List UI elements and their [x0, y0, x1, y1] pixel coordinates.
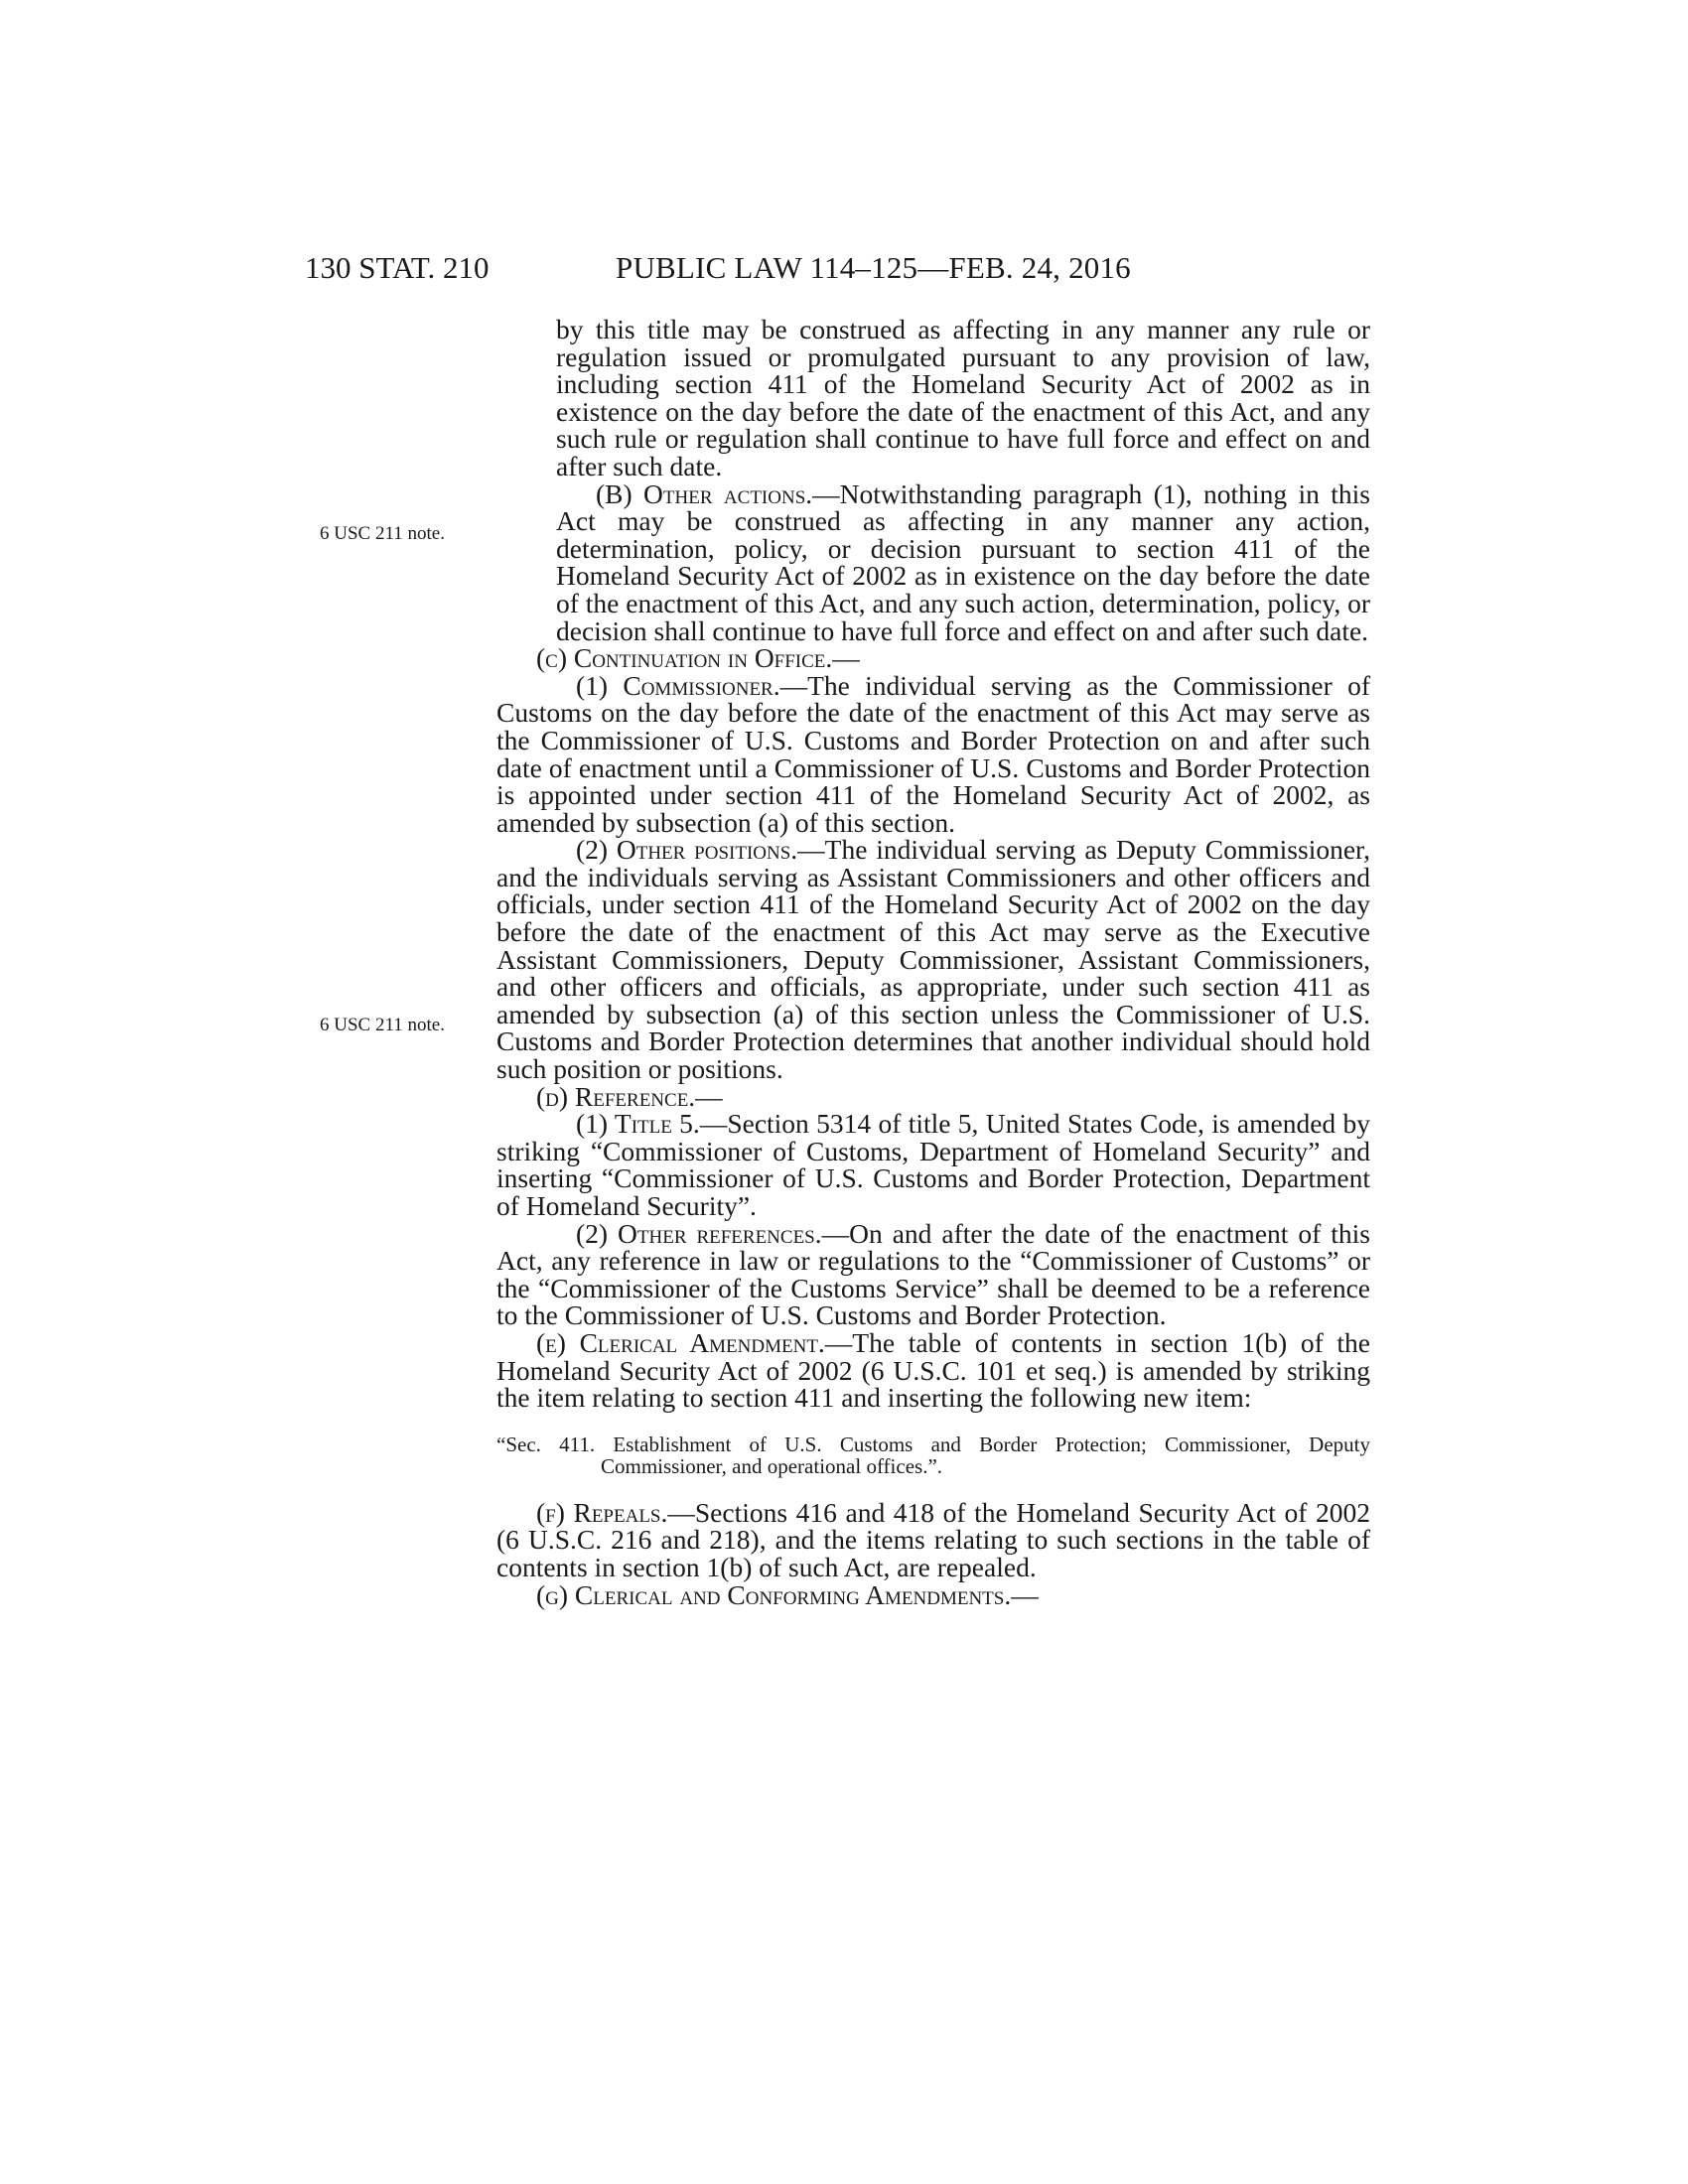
paragraph-continuation: by this title may be construed as affecting in any manner any rule or regulation issued or promulgated pursuant to any provision of law, including section 411 of the Homeland Security Act of 2002 as in existence on the day before the date of the enactment of this Act, and any such rule or regulation shall continue to have full force and effect on and after such date.: [556, 314, 1370, 481]
page-header-title: PUBLIC LAW 114–125—FEB. 24, 2016: [616, 250, 1131, 285]
subsection-heading: (g) Clerical and Conforming Amendments.—: [536, 1578, 1039, 1610]
table-of-contents-item: “Sec. 411. Establishment of U.S. Customs and Border Protection; Commissioner, Deputy Commissioner, and operational offices.”.: [496, 1432, 1370, 1478]
paragraph-heading: (2) Other references.: [576, 1217, 822, 1249]
paragraph-text: —The individual serving as the Commissioner of Customs on the day before the date of the enactment of this Act may serve as the Commissioner of U.S. Customs and Border Protection on and after such date of enactment until a Commissioner of U.S. Customs and Border Protection is appointed under section 411 of the Homeland Security Act of 2002, as amended by subsection (a) of this section.: [496, 669, 1370, 838]
subsection-heading: (e) Clerical Amendment.: [536, 1326, 825, 1358]
paragraph-d1-title-5: [496, 1110, 1370, 1219]
body-text: [496, 316, 1370, 1608]
paragraph-text: —The individual serving as Deputy Commissioner, and the individuals serving as Assistant Commissioners and other officers and officials, under section 411 of the Homeland Security Act of 2002 on the day before the date of the enactment of this Act may serve as the Executive Assistant Commissioners, Deputy Commissioner, Assistant Commissioners, and other officers and officials, as appropriate, under such section 411 as amended by subsection (a) of this section unless the Commissioner of U.S. Customs and Border Protection determines that another individual should hold such position or positions.: [496, 834, 1370, 1085]
paragraph-text: —Notwithstanding paragraph (1), nothing in this Act may be construed as affecting in any manner any action, determination, policy, or decision pursuant to section 411 of the Homeland Security Act of 2002 as in existence on the day before the date of the enactment of this Act, and any such action, determination, policy, or decision shall continue to have full force and effect on and after such date.: [556, 478, 1370, 646]
subsection-f-repeals: [496, 1496, 1370, 1582]
paragraph-heading: (1) Commissioner.: [576, 669, 780, 701]
subsection-e-clerical-amendment: [496, 1326, 1370, 1414]
paragraph-text: —On and after the date of the enactment of this Act, any reference in law or regulations to the “Commissioner of Customs” or the “Commissioner of the Customs Service” shall be deemed to be a reference to the Commissioner of U.S. Customs and Border Protection.: [496, 1217, 1370, 1331]
paragraph-heading: (B) Other actions.: [596, 478, 813, 509]
paragraph-text: —Sections 416 and 418 of the Homeland Security Act of 2002 (6 U.S.C. 216 and 218), and the items relating to such sections in the table of contents in section 1(b) of such Act, are repealed.: [496, 1496, 1370, 1582]
subsection-heading: (c) Continuation in Office.—: [536, 642, 860, 674]
paragraph-text: —Section 5314 of title 5, United States Code, is amended by striking “Commissioner of Customs, Department of Homeland Security” and inserting “Commissioner of U.S. Customs and Border Protection, Department of Homeland Security”.: [496, 1108, 1370, 1221]
subsection-d-heading: [496, 1080, 1370, 1112]
paragraph-d2-other-references: [496, 1217, 1370, 1331]
paragraph-b-other-actions: [496, 480, 1370, 645]
paragraph-c1-commissioner: [496, 669, 1370, 838]
paragraph-heading: (1) Title 5.: [576, 1108, 700, 1140]
margin-note: 6 USC 211 note.: [320, 523, 445, 544]
stat-citation: 130 STAT. 210: [305, 250, 490, 285]
paragraph-text: —The table of contents in section 1(b) of the Homeland Security Act of 2002 (6 U.S.C. 101 et seq.) is amended by striking the item relating to section 411 and inserting the following new item:: [496, 1326, 1370, 1414]
paragraph-c2-other-positions: [496, 834, 1370, 1085]
margin-note: 6 USC 211 note.: [320, 1015, 445, 1035]
subsection-heading: (f) Repeals.: [536, 1496, 668, 1528]
subsection-g-heading: [496, 1578, 1370, 1610]
subsection-c-heading: [496, 644, 1370, 672]
paragraph-heading: (2) Other positions.: [576, 834, 798, 866]
subsection-heading: (d) Reference.—: [536, 1080, 723, 1112]
